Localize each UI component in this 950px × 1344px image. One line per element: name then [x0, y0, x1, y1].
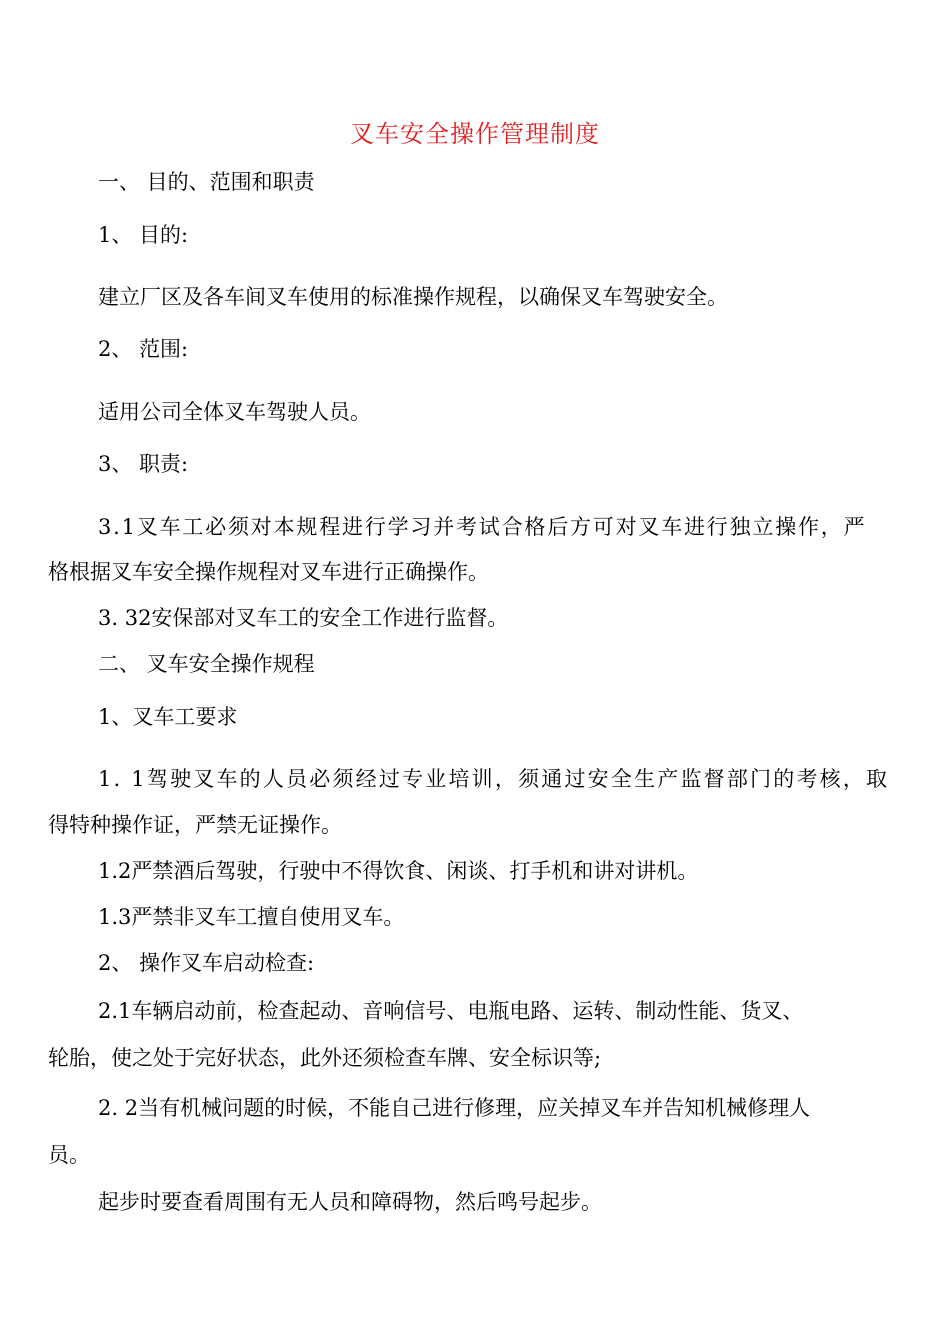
paragraph-scope: 适用公司全体叉车驾驶人员。	[98, 400, 371, 424]
subheading-scope: 2、 范围:	[98, 337, 189, 361]
subheading-duties: 3、 职责:	[98, 452, 189, 476]
subheading-purpose: 1、 目的:	[98, 223, 189, 247]
paragraph-duty-3-1-line1: 3.1叉车工必须对本规程进行学习并考试合格后方可对叉车进行独立操作，严	[98, 515, 867, 539]
paragraph-start-off: 起步时要查看周围有无人员和障碍物，然后鸣号起步。	[98, 1190, 602, 1214]
paragraph-req-1-1-line2: 得特种操作证，严禁无证操作。	[48, 813, 342, 837]
paragraph-purpose: 建立厂区及各车间叉车使用的标准操作规程，以确保叉车驾驶安全。	[98, 285, 728, 309]
section-heading-2: 二、 叉车安全操作规程	[98, 652, 315, 676]
paragraph-check-2-2-line2: 员。	[48, 1143, 90, 1167]
paragraph-check-2-2-line1: 2. 2当有机械问题的时候，不能自己进行修理，应关掉叉车并告知机械修理人	[98, 1096, 811, 1120]
section-heading-1: 一、 目的、范围和职责	[98, 170, 315, 194]
paragraph-req-1-2: 1.2严禁酒后驾驶，行驶中不得饮食、闲谈、打手机和讲对讲机。	[98, 859, 699, 883]
paragraph-check-2-1-line2: 轮胎，使之处于完好状态，此外还须检查车牌、安全标识等;	[48, 1046, 602, 1070]
paragraph-check-2-1-line1: 2.1车辆启动前，检查起动、音响信号、电瓶电路、运转、制动性能、货叉、	[98, 999, 804, 1023]
paragraph-duty-3-2: 3. 32安保部对叉车工的安全工作进行监督。	[98, 606, 509, 630]
subheading-startup-check: 2、 操作叉车启动检查:	[98, 951, 315, 975]
paragraph-req-1-1-line1: 1. 1驾驶叉车的人员必须经过专业培训，须通过安全生产监督部门的考核，取	[98, 767, 890, 791]
paragraph-duty-3-1-line2: 格根据叉车安全操作规程对叉车进行正确操作。	[48, 560, 489, 584]
paragraph-req-1-3: 1.3严禁非叉车工擅自使用叉车。	[98, 905, 405, 929]
document-title: 叉车安全操作管理制度	[350, 120, 600, 148]
subheading-operator-requirements: 1、叉车工要求	[98, 705, 238, 729]
